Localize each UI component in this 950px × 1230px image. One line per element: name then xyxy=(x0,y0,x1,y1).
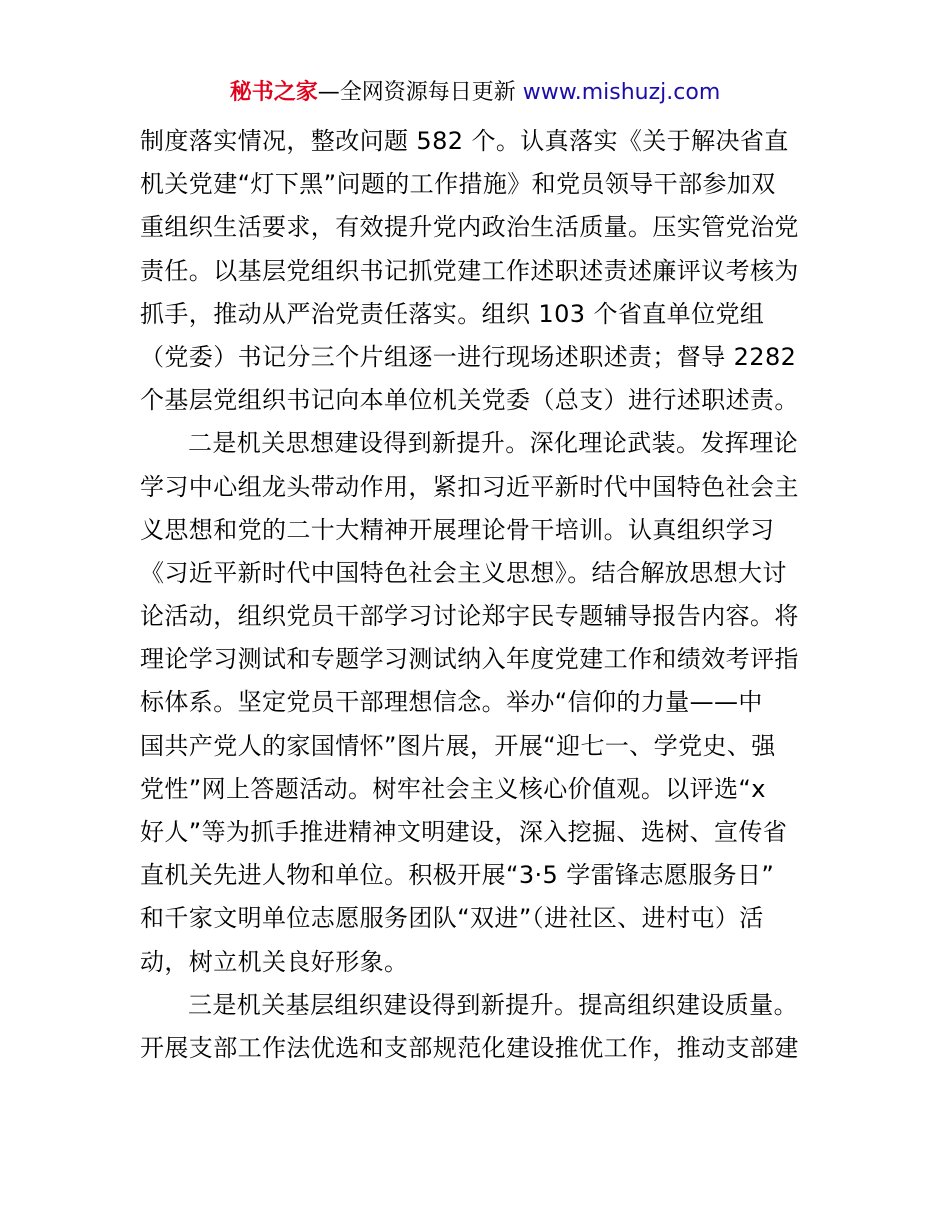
brand-name: 秘书之家 xyxy=(229,80,318,105)
text-line: 《习近平新时代中国特色社会主义思想》。结合解放思想大讨 xyxy=(140,558,787,587)
header-tagline: —全网资源每日更新 xyxy=(317,80,523,105)
text-line: （党委）书记分三个片组逐一进行现场述职述责；督导 2282 xyxy=(140,342,797,371)
text-line: 党性”网上答题活动。树牢社会主义核心价值观。以评选“x xyxy=(140,774,766,803)
text-line: 好人”等为抓手推进精神文明建设，深入挖掘、选树、宣传省 xyxy=(140,818,788,846)
document-body xyxy=(140,120,820,1070)
paragraph xyxy=(140,120,820,422)
text-line: 动，树立机关良好形象。 xyxy=(140,947,409,976)
text-line: 义思想和党的二十大精神开展理论骨干培训。认真组织学习 xyxy=(140,515,775,544)
paragraph xyxy=(140,984,820,1070)
paragraph xyxy=(140,422,820,983)
page-header xyxy=(0,78,950,108)
text-line: 直机关先进人物和单位。积极开展“3·5 学雷锋志愿服务日” xyxy=(140,861,775,890)
text-line: 重组织生活要求，有效提升党内政治生活质量。压实管党治党 xyxy=(140,213,799,242)
text-line: 三是机关基层组织建设得到新提升。提高组织建设质量。 xyxy=(188,990,798,1019)
text-line: 抓手，推动从严治党责任落实。组织 103 个省直单位党组 xyxy=(140,299,765,328)
text-line: 论活动，组织党员干部学习讨论郑宇民专题辅导报告内容。将 xyxy=(140,602,799,631)
text-line: 制度落实情况，整改问题 582 个。认真落实《关于解决省直 xyxy=(140,127,789,155)
text-line: 国共产党人的家国情怀”图片展，开展“迎七一、学党史、强 xyxy=(140,731,776,760)
text-line: 机关党建“灯下黑”问题的工作措施》和党员领导干部参加双 xyxy=(140,170,776,199)
text-line: 二是机关思想建设得到新提升。深化理论武装。发挥理论 xyxy=(188,429,798,458)
text-line: 责任。以基层党组织书记抓党建工作述职述责述廉评议考核为 xyxy=(140,256,799,285)
text-line: 理论学习测试和专题学习测试纳入年度党建工作和绩效考评指 xyxy=(140,645,799,674)
text-line: 个基层党组织书记向本单位机关党委（总支）进行述职述责。 xyxy=(140,386,799,415)
site-url-link[interactable]: www.mishuzj.com xyxy=(522,80,721,105)
text-line: 学习中心组龙头带动作用，紧扣习近平新时代中国特色社会主 xyxy=(140,472,799,501)
text-line: 开展支部工作法优选和支部规范化建设推优工作，推动支部建 xyxy=(140,1033,799,1062)
text-line: 标体系。坚定党员干部理想信念。举办“信仰的力量——中 xyxy=(140,688,763,717)
text-line: 和千家文明单位志愿服务团队“双进”（进社区、进村屯）活 xyxy=(140,904,764,933)
